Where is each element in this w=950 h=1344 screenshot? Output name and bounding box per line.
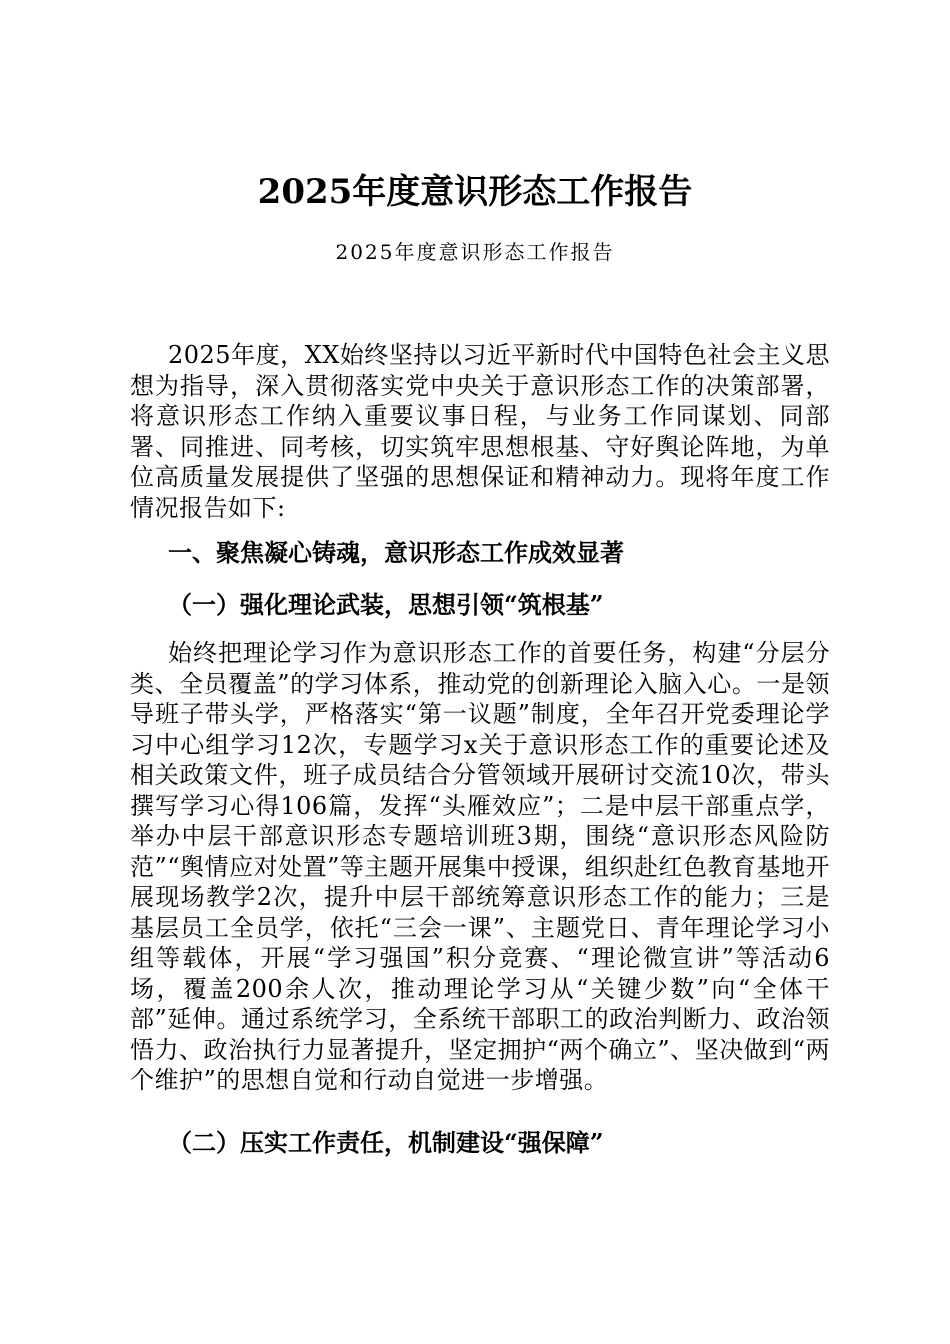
intro-paragraph: 2025年度，XX始终坚持以习近平新时代中国特色社会主义思想为指导，深入贯彻落实党中央关于意识形态工作的决策部署，将意识形态工作纳入重要议事日程，与业务工作同谋划、同部署、同推进、同考核，切实筑牢思想根基、守好舆论阵地，为单位高质量发展提供了坚强的思想保证和精神动力。现将年度工作情况报告如下: [130,341,830,522]
section-1-2-heading: （二）压实工作责任，机制建设“强保障” [168,1128,604,1157]
section-1-1-heading: （一）强化理论武装，思想引领“筑根基” [168,590,604,619]
section-1-2 [130,1126,830,1160]
section-1-heading: 一、聚焦凝心铸魂，意识形态工作成效显著 [168,538,624,567]
document-title: 2025年度意识形态工作报告 [257,172,693,212]
section-1-1 [130,588,830,622]
intro-section [130,340,830,523]
section-1-1-paragraph: 始终把理论学习作为意识形态工作的首要任务，构建“分层分类、全员覆盖”的学习体系，推动党的创新理论入脑入心。一是领导班子带头学，严格落实“第一议题”制度，全年召开党委理论学习中心组学习12次，专题学习x关于意识形态工作的重要论述及相关政策文件，班子成员结合分管领域开展研讨交流10次，带头撰写学习心得106篇，发挥“头雁效应”；二是中层干部重点学，举办中层干部意识形态专题培训班3期，围绕“意识形态风险防范”“舆情应对处置”等主题开展集中授课，组织赴红色教育基地开展现场教学2次，提升中层干部统筹意识形态工作的能力；三是基层员工全员学，依托“三会一课”、主题党日、青年理论学习小组等载体，开展“学习强国”积分竞赛、“理论微宣讲”等活动6场，覆盖200余人次，推动理论学习从“关键少数”向“全体干部”延伸。通过系统学习，全系统干部职工的政治判断力、政治领悟力、政治执行力显著提升，坚定拥护“两个确立”、坚决做到“两个维护”的思想自觉和行动自觉进一步增强。 [130,639,830,1094]
section-1 [130,536,830,570]
document-subtitle: 2025年度意识形态工作报告 [335,240,615,264]
section-1-1-body [130,638,830,1096]
